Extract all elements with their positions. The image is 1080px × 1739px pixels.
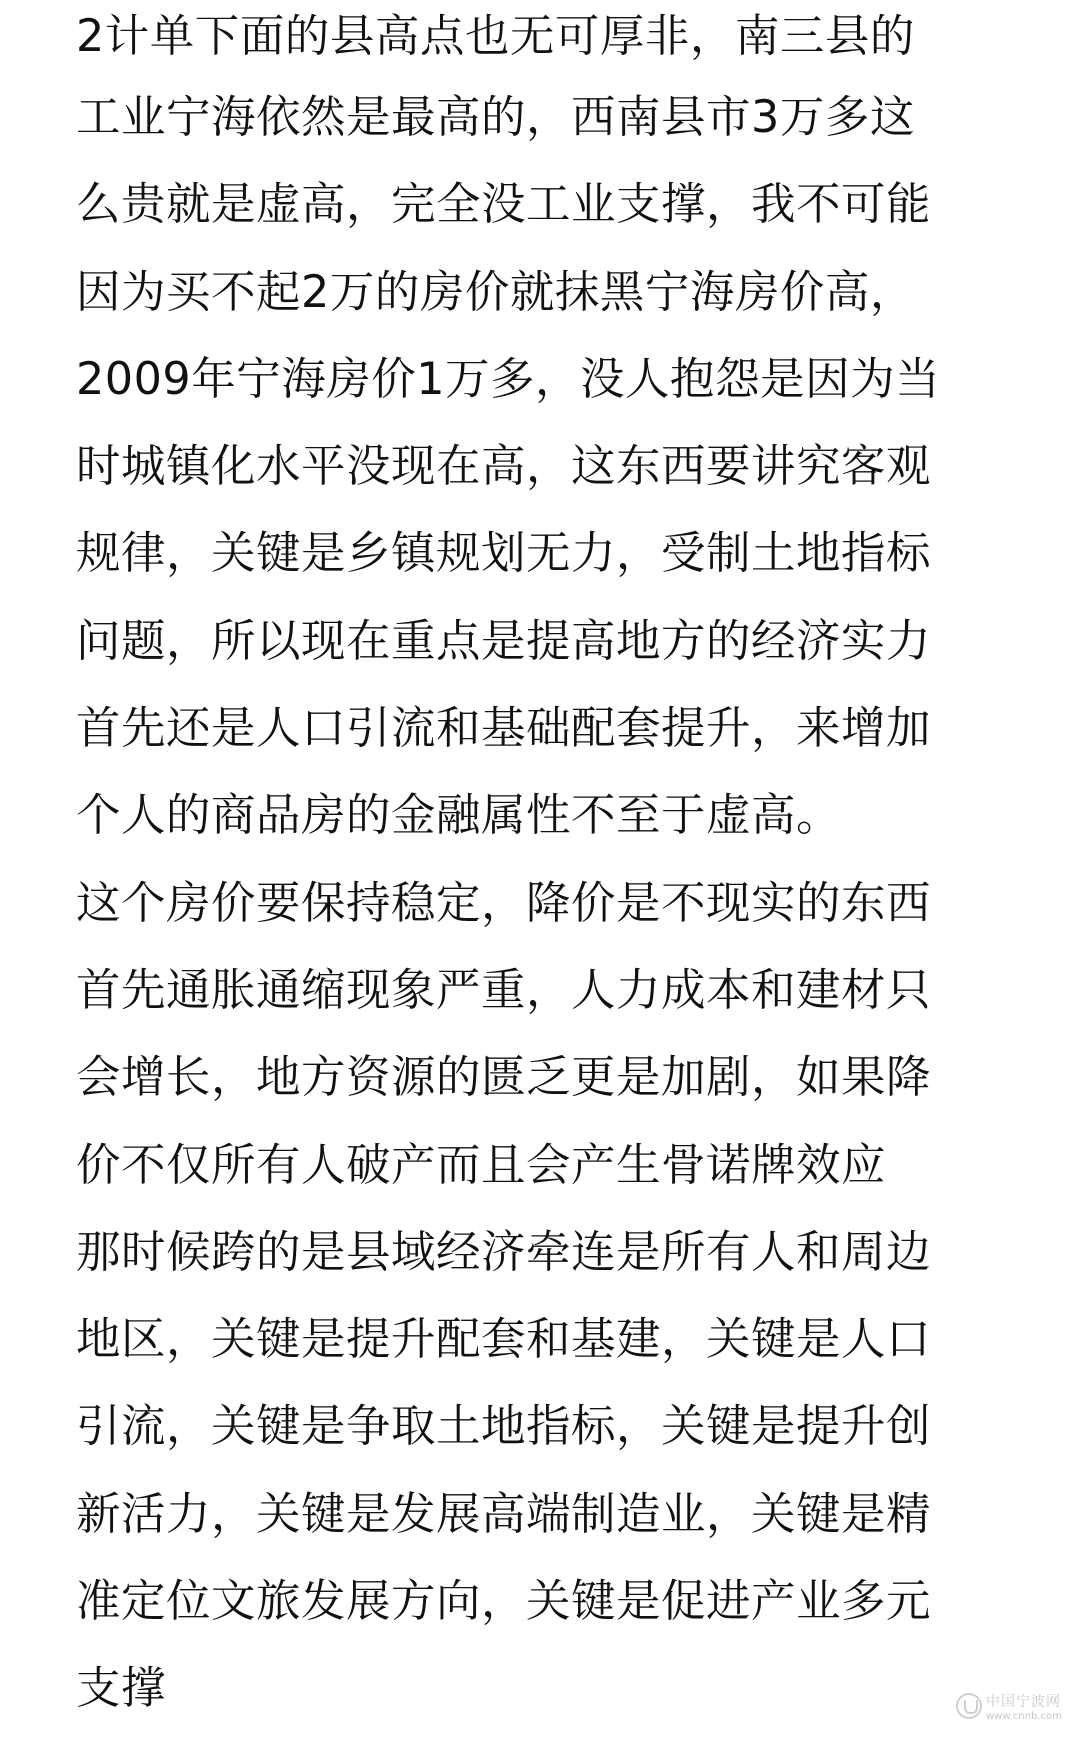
post-line: 支撑 <box>76 1663 167 1715</box>
post-line: 地区，关键是提升配套和基建，关键是人口 <box>76 1314 932 1366</box>
post-line: 准定位文旅发展方向，关键是促进产业多元 <box>76 1576 932 1628</box>
post-line: 新活力，关键是发展高端制造业，关键是精 <box>76 1488 932 1540</box>
post-line: 个人的商品房的金融属性不至于虚高。 <box>76 790 842 842</box>
post-line: 工业宁海依然是最高的，西南县市3万多这 <box>76 92 915 143</box>
post-line: 价不仅所有人破产而且会产生骨诺牌效应 <box>76 1139 887 1191</box>
post-line: 那时候跨的是县域经济牵连是所有人和周边 <box>76 1226 932 1278</box>
watermark-url: www.cnnb.com <box>986 1711 1062 1722</box>
post-line: 规律，关键是乡镇规划无力，受制土地指标 <box>76 528 932 580</box>
post-line: 2计单下面的县高点也无可厚非，南三县的 <box>76 11 915 62</box>
post-line: 会增长，地方资源的匮乏更是加剧，如果降 <box>76 1052 932 1104</box>
post-line: 问题，所以现在重点是提高地方的经济实力 <box>76 615 932 667</box>
post-line: 首先通胀通缩现象严重，人力成本和建材只 <box>76 964 932 1016</box>
post-body <box>76 0 1016 1733</box>
watermark <box>956 1689 1068 1731</box>
post-line: 时城镇化水平没现在高，这东西要讲究客观 <box>76 441 932 493</box>
post-line: 这个房价要保持稳定，降价是不现实的东西 <box>76 877 932 929</box>
post-line: 么贵就是虚高，完全没工业支撑，我不可能 <box>76 179 932 231</box>
post-line: 引流，关键是争取土地指标，关键是提升创 <box>76 1401 932 1453</box>
site-logo-icon <box>956 1693 982 1719</box>
post-line: 因为买不起2万的房价就抹黑宁海房价高， <box>76 266 915 318</box>
post-line: 2009年宁海房价1万多，没人抱怨是因为当 <box>76 353 941 405</box>
watermark-name: 中国宁波网 <box>986 1694 1061 1710</box>
post-line: 首先还是人口引流和基础配套提升，来增加 <box>76 703 932 755</box>
